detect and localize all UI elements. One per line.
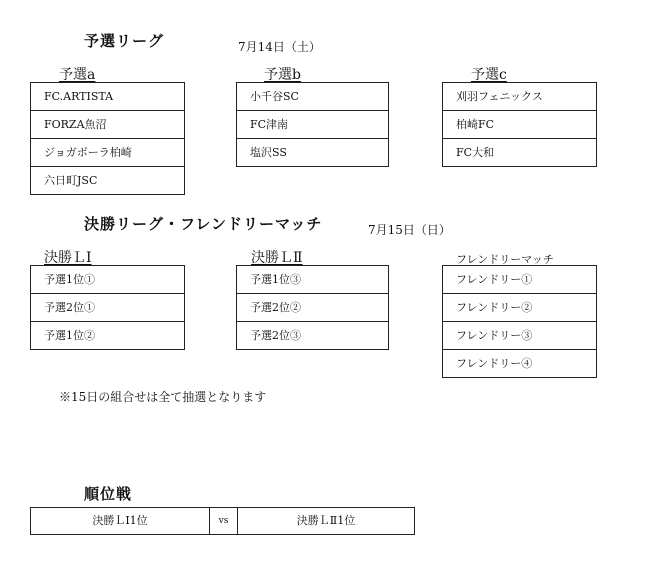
group-c-table <box>442 82 597 167</box>
final-l2-table <box>236 265 389 350</box>
team-cell: 柏崎FC <box>442 111 597 139</box>
prelim-date: 7月14日（土） <box>238 40 321 54</box>
slot-cell: フレンドリー② <box>442 294 597 322</box>
slot-cell: フレンドリー① <box>442 266 597 294</box>
placement-match-row <box>30 507 415 535</box>
team-cell: 小千谷SC <box>236 83 389 111</box>
team-cell: FC大和 <box>442 139 597 167</box>
slot-cell: フレンドリー③ <box>442 322 597 350</box>
group-b-label: 予選b <box>264 67 301 83</box>
team-cell: FORZA魚沼 <box>30 111 185 139</box>
friendly-label: フレンドリーマッチ <box>456 253 554 266</box>
placement-left-team: 決勝ＬⅠ1位 <box>31 508 210 534</box>
vs-label: vs <box>210 508 238 534</box>
team-cell: FC.ARTISTA <box>30 83 185 111</box>
placement-right-team: 決勝ＬⅡ1位 <box>296 514 356 527</box>
slot-cell: 予選2位② <box>236 294 389 322</box>
group-a-label: 予選a <box>59 67 96 83</box>
slot-cell: 予選2位① <box>30 294 185 322</box>
prelim-title: 予選リーグ <box>84 32 165 50</box>
draw-note: ※15日の組合せは全て抽選となります <box>59 390 267 404</box>
finals-date: 7月15日（日） <box>368 223 451 237</box>
slot-cell: フレンドリー④ <box>442 350 597 378</box>
final-l2-label: 決勝ＬⅡ <box>251 250 303 266</box>
team-cell: ジョガボーラ柏崎 <box>30 139 185 167</box>
team-cell: 六日町JSC <box>30 167 185 195</box>
friendly-table <box>442 265 597 378</box>
group-b-table <box>236 82 389 167</box>
finals-title: 決勝リーグ・フレンドリーマッチ <box>84 215 323 233</box>
placement-title: 順位戦 <box>84 485 133 503</box>
group-c-label: 予選c <box>471 67 507 83</box>
final-l1-table <box>30 265 185 350</box>
final-l1-label: 決勝ＬⅠ <box>44 250 92 266</box>
team-cell: 刈羽フェニックス <box>442 83 597 111</box>
team-cell: FC津南 <box>236 111 389 139</box>
slot-cell: 予選1位① <box>30 266 185 294</box>
group-a-table <box>30 82 185 195</box>
slot-cell: 予選1位② <box>30 322 185 350</box>
slot-cell: 予選2位③ <box>236 322 389 350</box>
slot-cell: 予選1位③ <box>236 266 389 294</box>
team-cell: 塩沢SS <box>236 139 389 167</box>
